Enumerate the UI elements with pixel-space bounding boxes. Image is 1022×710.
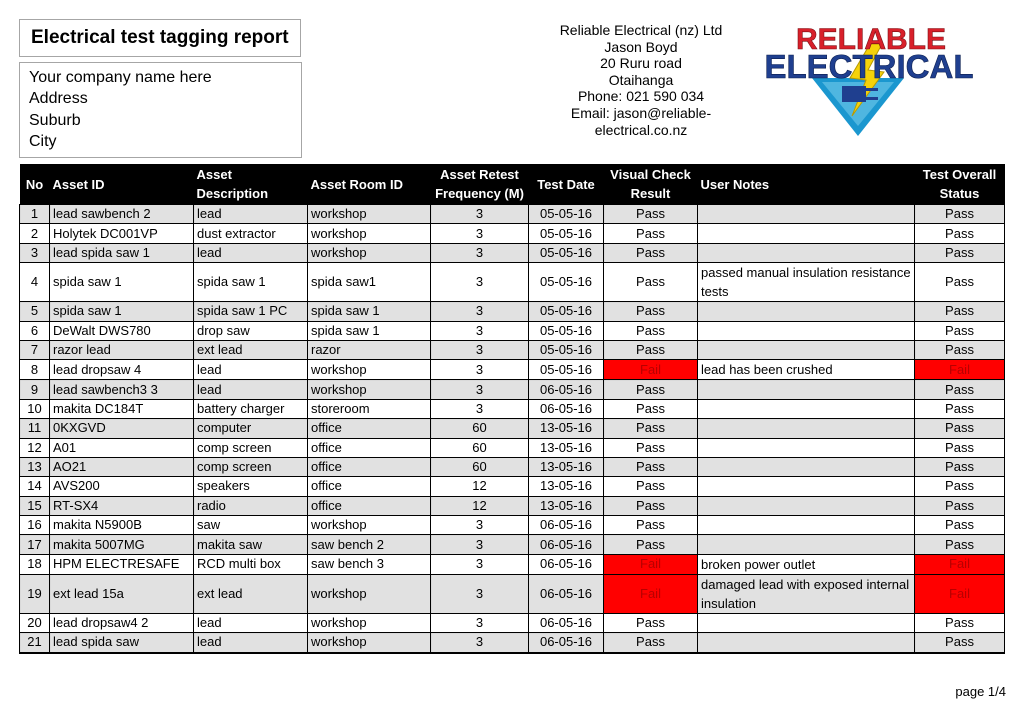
cell-visual-result: Pass — [604, 263, 698, 302]
cell-room: workshop — [308, 633, 431, 653]
cell-overall-status: Pass — [915, 302, 1005, 321]
cell-overall-status: Pass — [915, 380, 1005, 399]
table-row — [20, 633, 1005, 653]
cell-asset-id: spida saw 1 — [50, 263, 194, 302]
cell-no: 15 — [20, 496, 50, 515]
cell-visual-result: Pass — [604, 613, 698, 632]
cell-visual-result: Pass — [604, 438, 698, 457]
cell-asset-id: 0KXGVD — [50, 419, 194, 438]
cell-asset-id: spida saw 1 — [50, 302, 194, 321]
cell-description: lead — [194, 613, 308, 632]
cell-user-notes: damaged lead with exposed internal insulation — [698, 574, 915, 613]
cell-user-notes — [698, 302, 915, 321]
header-asset-id: Asset ID — [50, 164, 194, 205]
table-row — [20, 496, 1005, 515]
cell-no: 16 — [20, 516, 50, 535]
cell-overall-status: Pass — [915, 419, 1005, 438]
cell-user-notes — [698, 205, 915, 224]
report-title: Electrical test tagging report — [31, 27, 289, 48]
cell-visual-result: Pass — [604, 457, 698, 476]
cell-user-notes — [698, 496, 915, 515]
cell-overall-status: Pass — [915, 516, 1005, 535]
company-name: Reliable Electrical (nz) Ltd — [559, 22, 723, 38]
cell-description: dust extractor — [194, 224, 308, 243]
cell-visual-result: Pass — [604, 535, 698, 554]
header-asset-room-id: Asset Room ID — [308, 164, 431, 205]
cell-frequency: 60 — [431, 438, 529, 457]
table-row — [20, 419, 1005, 438]
table-row — [20, 457, 1005, 476]
cell-room: workshop — [308, 613, 431, 632]
cell-frequency: 3 — [431, 633, 529, 653]
cell-visual-result: Pass — [604, 496, 698, 515]
cell-frequency: 3 — [431, 554, 529, 574]
cell-no: 19 — [20, 574, 50, 613]
company-contact-person: Jason Boyd — [604, 38, 678, 55]
cell-no: 4 — [20, 263, 50, 302]
cell-frequency: 3 — [431, 574, 529, 613]
cell-test-date: 05-05-16 — [529, 243, 604, 262]
cell-overall-status: Pass — [915, 496, 1005, 515]
cell-no: 10 — [20, 399, 50, 418]
cell-user-notes: lead has been crushed — [698, 360, 915, 380]
cell-test-date: 06-05-16 — [529, 380, 604, 399]
cell-asset-id: A01 — [50, 438, 194, 457]
cell-user-notes — [698, 477, 915, 496]
cell-visual-result: Pass — [604, 399, 698, 418]
cell-room: storeroom — [308, 399, 431, 418]
cell-description: lead — [194, 633, 308, 653]
cell-test-date: 06-05-16 — [529, 554, 604, 574]
cell-asset-id: RT-SX4 — [50, 496, 194, 515]
logo-text-reliable: RELIABLE — [796, 23, 946, 56]
cell-no: 14 — [20, 477, 50, 496]
header-overall-status: Test Overall Status — [915, 164, 1005, 205]
cell-asset-id: lead spida saw 1 — [50, 243, 194, 262]
cell-frequency: 3 — [431, 360, 529, 380]
cell-frequency: 3 — [431, 399, 529, 418]
cell-overall-status: Fail — [915, 360, 1005, 380]
cell-frequency: 3 — [431, 263, 529, 302]
company-logo — [738, 22, 1004, 140]
cell-no: 7 — [20, 340, 50, 359]
table-row — [20, 380, 1005, 399]
header-user-notes: User Notes — [698, 164, 915, 205]
cell-description: saw — [194, 516, 308, 535]
cell-asset-id: AO21 — [50, 457, 194, 476]
cell-asset-id: lead sawbench 2 — [50, 205, 194, 224]
cell-room: spida saw1 — [308, 263, 431, 302]
header-test-date: Test Date — [529, 164, 604, 205]
cell-test-date: 05-05-16 — [529, 205, 604, 224]
table-row — [20, 205, 1005, 224]
cell-overall-status: Pass — [915, 633, 1005, 653]
cell-frequency: 60 — [431, 419, 529, 438]
company-street: 20 Ruru road — [600, 55, 682, 72]
table-row — [20, 613, 1005, 632]
cell-room: office — [308, 496, 431, 515]
cell-test-date: 05-05-16 — [529, 360, 604, 380]
cell-frequency: 3 — [431, 243, 529, 262]
cell-no: 13 — [20, 457, 50, 476]
cell-no: 11 — [20, 419, 50, 438]
cell-frequency: 3 — [431, 205, 529, 224]
cell-test-date: 13-05-16 — [529, 419, 604, 438]
cell-description: comp screen — [194, 438, 308, 457]
cell-description: radio — [194, 496, 308, 515]
cell-visual-result: Pass — [604, 340, 698, 359]
cell-asset-id: AVS200 — [50, 477, 194, 496]
cell-visual-result: Pass — [604, 224, 698, 243]
cell-no: 21 — [20, 633, 50, 653]
cell-overall-status: Pass — [915, 399, 1005, 418]
cell-user-notes — [698, 340, 915, 359]
cell-room: workshop — [308, 574, 431, 613]
cell-no: 9 — [20, 380, 50, 399]
cell-visual-result: Pass — [604, 516, 698, 535]
cell-room: office — [308, 419, 431, 438]
cell-room: workshop — [308, 380, 431, 399]
cell-frequency: 3 — [431, 380, 529, 399]
cell-description: battery charger — [194, 399, 308, 418]
header-visual-check: Visual Check Result — [604, 164, 698, 205]
cell-frequency: 60 — [431, 457, 529, 476]
cell-room: razor — [308, 340, 431, 359]
cell-room: spida saw 1 — [308, 321, 431, 340]
table-row — [20, 438, 1005, 457]
cell-asset-id: lead sawbench3 3 — [50, 380, 194, 399]
cell-visual-result: Pass — [604, 321, 698, 340]
cell-frequency: 3 — [431, 340, 529, 359]
cell-no: 20 — [20, 613, 50, 632]
cell-visual-result: Pass — [604, 419, 698, 438]
cell-user-notes — [698, 535, 915, 554]
cell-description: ext lead — [194, 574, 308, 613]
test-results-table — [19, 164, 1005, 654]
cell-no: 5 — [20, 302, 50, 321]
cell-user-notes — [698, 633, 915, 653]
cell-user-notes — [698, 516, 915, 535]
cell-room: workshop — [308, 243, 431, 262]
cell-visual-result: Fail — [604, 554, 698, 574]
cell-visual-result: Pass — [604, 633, 698, 653]
cell-test-date: 13-05-16 — [529, 438, 604, 457]
cell-user-notes — [698, 457, 915, 476]
customer-city: City — [29, 132, 57, 150]
cell-description: lead — [194, 380, 308, 399]
customer-suburb: Suburb — [29, 111, 81, 129]
cell-user-notes — [698, 419, 915, 438]
cell-user-notes: broken power outlet — [698, 554, 915, 574]
cell-visual-result: Fail — [604, 360, 698, 380]
cell-visual-result: Fail — [604, 574, 698, 613]
cell-no: 17 — [20, 535, 50, 554]
cell-description: RCD multi box — [194, 554, 308, 574]
cell-asset-id: Holytek DC001VP — [50, 224, 194, 243]
cell-description: ext lead — [194, 340, 308, 359]
cell-visual-result: Pass — [604, 477, 698, 496]
cell-test-date: 05-05-16 — [529, 263, 604, 302]
cell-user-notes: passed manual insulation resistance tests — [698, 263, 915, 302]
cell-frequency: 12 — [431, 477, 529, 496]
cell-user-notes — [698, 438, 915, 457]
cell-test-date: 13-05-16 — [529, 496, 604, 515]
cell-user-notes — [698, 243, 915, 262]
cell-overall-status: Pass — [915, 438, 1005, 457]
cell-test-date: 06-05-16 — [529, 574, 604, 613]
customer-address: Address — [29, 90, 88, 108]
cell-visual-result: Pass — [604, 243, 698, 262]
cell-test-date: 13-05-16 — [529, 457, 604, 476]
cell-no: 2 — [20, 224, 50, 243]
company-details — [548, 22, 734, 138]
cell-overall-status: Pass — [915, 535, 1005, 554]
cell-test-date: 06-05-16 — [529, 516, 604, 535]
cell-visual-result: Pass — [604, 380, 698, 399]
customer-company-name: Your company name here — [29, 69, 212, 86]
cell-test-date: 05-05-16 — [529, 321, 604, 340]
cell-overall-status: Pass — [915, 477, 1005, 496]
page-number: page 1/4 — [955, 684, 1006, 699]
cell-overall-status: Fail — [915, 574, 1005, 613]
cell-frequency: 3 — [431, 321, 529, 340]
table-row — [20, 321, 1005, 340]
table-row — [20, 224, 1005, 243]
cell-no: 8 — [20, 360, 50, 380]
header-no: No — [20, 164, 50, 205]
table-row — [20, 535, 1005, 554]
cell-user-notes — [698, 380, 915, 399]
header-asset-description: Asset Description — [194, 164, 308, 205]
cell-frequency: 3 — [431, 613, 529, 632]
cell-asset-id: HPM ELECTRESAFE — [50, 554, 194, 574]
cell-description: lead — [194, 205, 308, 224]
header-retest-frequency: Asset Retest Frequency (M) — [431, 164, 529, 205]
cell-asset-id: makita DC184T — [50, 399, 194, 418]
cell-overall-status: Pass — [915, 205, 1005, 224]
cell-user-notes — [698, 613, 915, 632]
cell-description: spida saw 1 — [194, 263, 308, 302]
cell-overall-status: Pass — [915, 224, 1005, 243]
cell-test-date: 06-05-16 — [529, 633, 604, 653]
cell-description: comp screen — [194, 457, 308, 476]
cell-test-date: 06-05-16 — [529, 613, 604, 632]
cell-room: office — [308, 438, 431, 457]
company-email-part1: Email: jason@reliable- — [570, 104, 712, 121]
cell-frequency: 3 — [431, 516, 529, 535]
cell-overall-status: Pass — [915, 321, 1005, 340]
cell-overall-status: Pass — [915, 340, 1005, 359]
table-row — [20, 360, 1005, 380]
table-row — [20, 263, 1005, 302]
logo-text-electrical: ELECTRICAL — [764, 48, 974, 85]
cell-room: office — [308, 457, 431, 476]
cell-test-date: 06-05-16 — [529, 535, 604, 554]
cell-asset-id: lead dropsaw 4 — [50, 360, 194, 380]
cell-asset-id: ext lead 15a — [50, 574, 194, 613]
cell-description: makita saw — [194, 535, 308, 554]
table-row — [20, 574, 1005, 613]
cell-no: 18 — [20, 554, 50, 574]
cell-no: 3 — [20, 243, 50, 262]
table-row — [20, 340, 1005, 359]
cell-no: 1 — [20, 205, 50, 224]
cell-visual-result: Pass — [604, 302, 698, 321]
cell-description: speakers — [194, 477, 308, 496]
cell-overall-status: Fail — [915, 554, 1005, 574]
cell-test-date: 05-05-16 — [529, 340, 604, 359]
customer-address-box — [19, 62, 302, 158]
cell-room: workshop — [308, 360, 431, 380]
cell-room: workshop — [308, 516, 431, 535]
cell-frequency: 3 — [431, 535, 529, 554]
report-title-box — [19, 19, 301, 57]
cell-description: lead — [194, 243, 308, 262]
cell-user-notes — [698, 224, 915, 243]
cell-test-date: 13-05-16 — [529, 477, 604, 496]
cell-user-notes — [698, 399, 915, 418]
table-row — [20, 243, 1005, 262]
cell-asset-id: makita 5007MG — [50, 535, 194, 554]
table-header-row — [20, 164, 1005, 205]
table-row — [20, 302, 1005, 321]
table-row — [20, 516, 1005, 535]
table-row — [20, 554, 1005, 574]
cell-test-date: 06-05-16 — [529, 399, 604, 418]
cell-overall-status: Pass — [915, 613, 1005, 632]
cell-room: workshop — [308, 205, 431, 224]
cell-overall-status: Pass — [915, 263, 1005, 302]
company-locality: Otaihanga — [608, 71, 674, 88]
cell-user-notes — [698, 321, 915, 340]
table-row — [20, 399, 1005, 418]
cell-overall-status: Pass — [915, 457, 1005, 476]
cell-overall-status: Pass — [915, 243, 1005, 262]
cell-room: workshop — [308, 224, 431, 243]
cell-description: drop saw — [194, 321, 308, 340]
cell-description: computer — [194, 419, 308, 438]
cell-asset-id: DeWalt DWS780 — [50, 321, 194, 340]
company-phone: Phone: 021 590 034 — [577, 88, 705, 105]
cell-room: saw bench 3 — [308, 554, 431, 574]
cell-no: 6 — [20, 321, 50, 340]
cell-description: lead — [194, 360, 308, 380]
cell-frequency: 3 — [431, 224, 529, 243]
cell-no: 12 — [20, 438, 50, 457]
cell-asset-id: lead dropsaw4 2 — [50, 613, 194, 632]
cell-room: saw bench 2 — [308, 535, 431, 554]
cell-asset-id: lead spida saw — [50, 633, 194, 653]
cell-test-date: 05-05-16 — [529, 302, 604, 321]
cell-asset-id: razor lead — [50, 340, 194, 359]
cell-room: office — [308, 477, 431, 496]
table-row — [20, 477, 1005, 496]
cell-frequency: 3 — [431, 302, 529, 321]
cell-test-date: 05-05-16 — [529, 224, 604, 243]
company-email-part2: electrical.co.nz — [594, 121, 688, 138]
cell-description: spida saw 1 PC — [194, 302, 308, 321]
cell-asset-id: makita N5900B — [50, 516, 194, 535]
cell-visual-result: Pass — [604, 205, 698, 224]
cell-frequency: 12 — [431, 496, 529, 515]
cell-room: spida saw 1 — [308, 302, 431, 321]
